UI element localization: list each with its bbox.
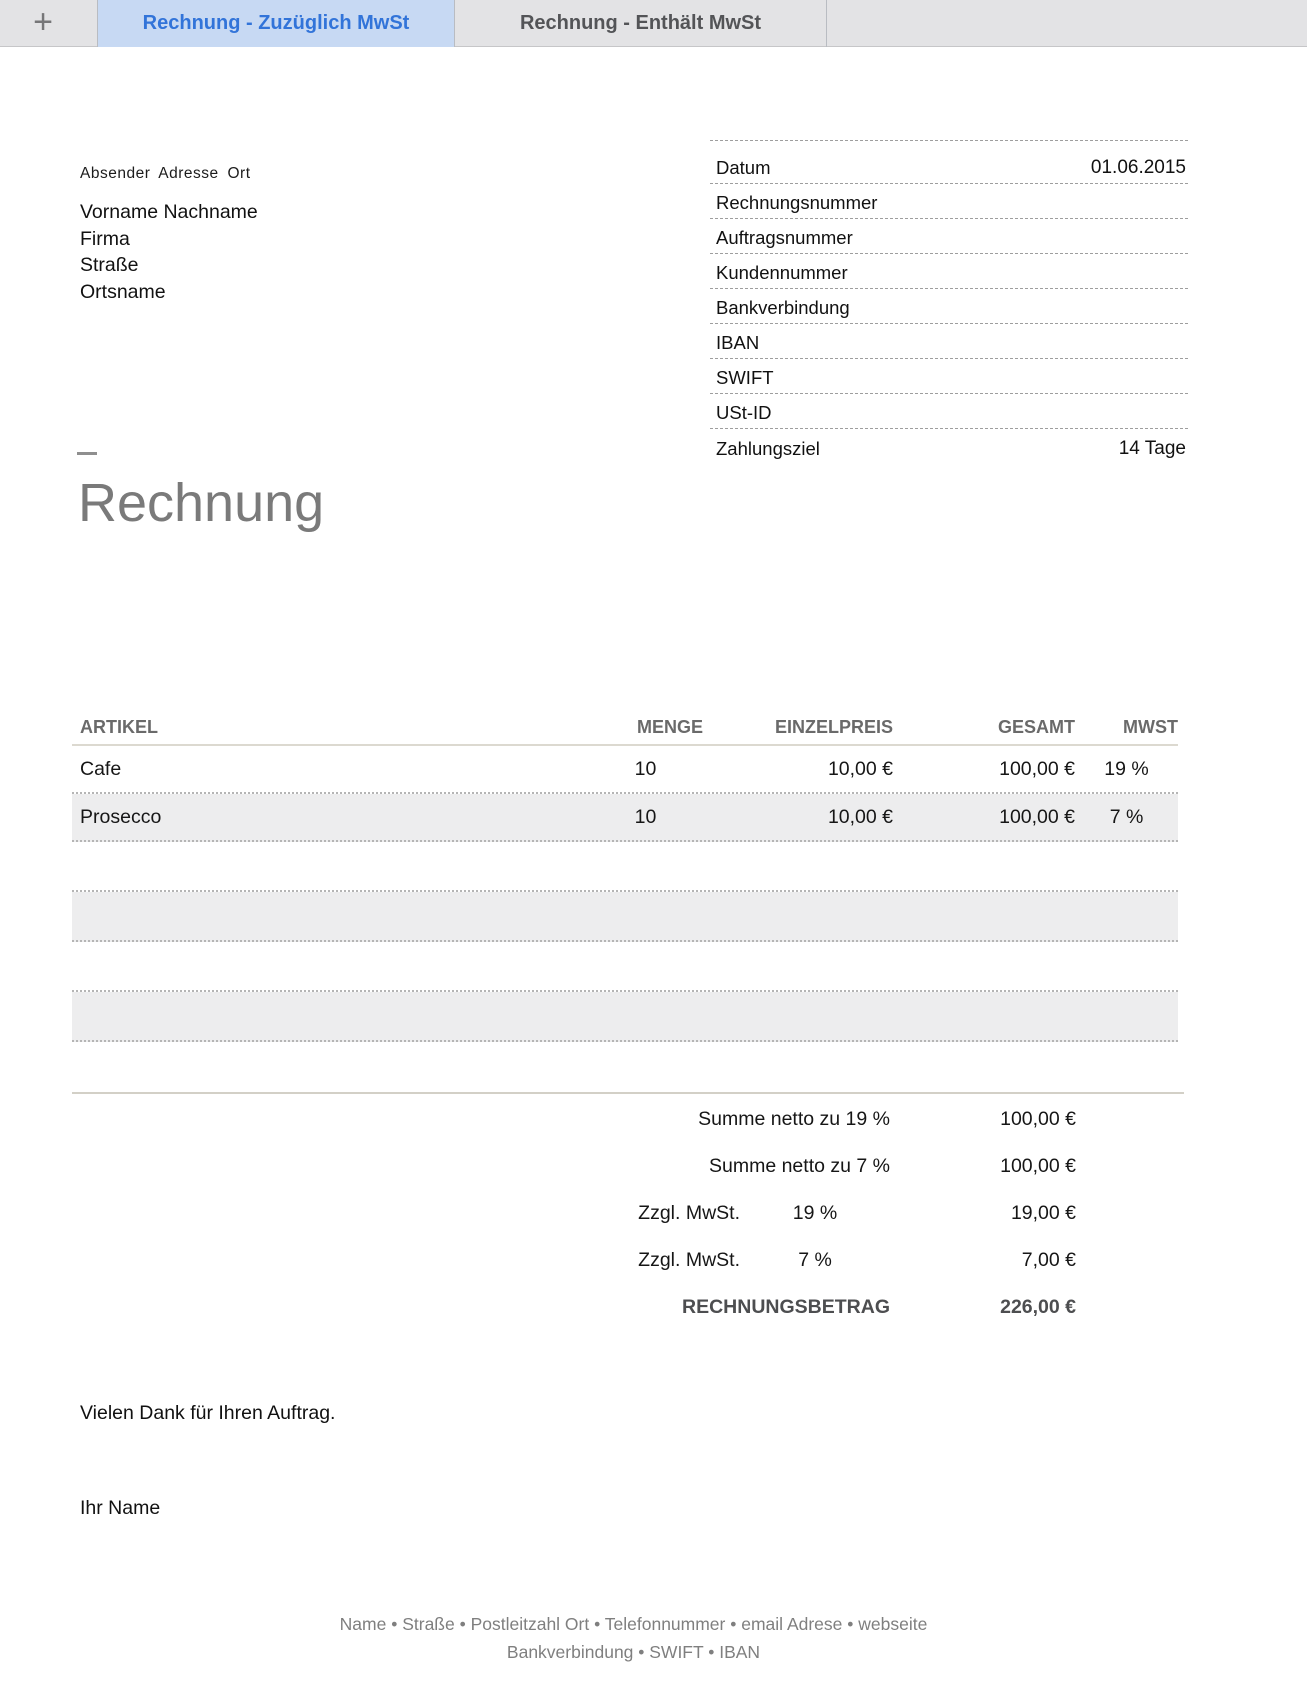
meta-row-bankverbindung[interactable]: [710, 289, 1188, 324]
meta-row-kundennummer[interactable]: [710, 254, 1188, 289]
table-row-empty[interactable]: [72, 892, 1178, 942]
summary-percent: 7 %: [798, 1249, 832, 1271]
plus-icon: +: [33, 3, 53, 41]
cell-artikel[interactable]: Prosecco: [80, 805, 162, 828]
table-row[interactable]: [72, 746, 1178, 794]
meta-label: USt-ID: [716, 402, 772, 423]
column-header-mwst: MWST: [1123, 716, 1178, 737]
meta-value: 01.06.2015: [1090, 157, 1186, 178]
meta-row-zahlungsziel[interactable]: [710, 429, 1188, 464]
items-header-row: [72, 710, 1178, 746]
page-footer: [0, 1610, 1267, 1666]
summary-label: Summe netto zu 19 %: [698, 1108, 890, 1130]
column-header-gesamt: GESAMT: [997, 716, 1075, 737]
summary-label: RECHNUNGSBETRAG: [681, 1296, 890, 1318]
signature-text: Ihr Name: [80, 1497, 161, 1519]
table-row[interactable]: [72, 794, 1178, 842]
meta-label: Zahlungsziel: [716, 438, 820, 459]
footer-bank-line: Bankverbindung • SWIFT • IBAN: [506, 1642, 761, 1662]
summary-label: Summe netto zu 7 %: [708, 1155, 890, 1177]
meta-label: Auftragsnummer: [716, 227, 853, 248]
summary-label: Zzgl. MwSt.: [638, 1249, 740, 1271]
meta-row-auftragsnummer[interactable]: [710, 219, 1188, 254]
page-title: Rechnung: [78, 473, 325, 533]
summary-label: Zzgl. MwSt.: [638, 1202, 740, 1224]
cell-gesamt[interactable]: 100,00 €: [999, 757, 1075, 780]
summary-row-netto-7[interactable]: [72, 1143, 1076, 1190]
summary-table: [72, 1096, 1076, 1331]
meta-label: Rechnungsnummer: [716, 192, 878, 213]
cell-menge[interactable]: 10: [634, 805, 657, 828]
invoice-document: [0, 47, 1307, 1704]
column-header-artikel: ARTIKEL: [80, 716, 158, 737]
tab-rechnung-enthaelt-mwst[interactable]: [455, 0, 827, 47]
invoice-meta-table: [710, 140, 1188, 464]
cell-einzelpreis[interactable]: 10,00 €: [827, 757, 893, 780]
meta-label: Kundennummer: [716, 262, 848, 283]
column-header-einzelpreis: EINZELPREIS: [774, 716, 893, 737]
meta-label: IBAN: [716, 332, 760, 353]
summary-value: 100,00 €: [1000, 1108, 1076, 1130]
cell-mwst[interactable]: 19 %: [1104, 757, 1149, 780]
tab-label: Rechnung - Zuzüglich MwSt: [142, 12, 410, 34]
sender-address-block[interactable]: [80, 199, 258, 305]
sender-company: Firma: [80, 227, 130, 250]
meta-row-rechnungsnummer[interactable]: [710, 184, 1188, 219]
summary-percent: 19 %: [792, 1202, 838, 1224]
summary-row-netto-19[interactable]: [72, 1096, 1076, 1143]
summary-row-mwst-19[interactable]: [72, 1190, 1076, 1237]
meta-label: Bankverbindung: [716, 297, 850, 318]
sender-city: Ortsname: [80, 280, 166, 303]
sender-street: Straße: [80, 254, 139, 276]
sender-name: Vorname Nachname: [80, 201, 258, 223]
meta-label: SWIFT: [716, 367, 774, 388]
cell-mwst[interactable]: 7 %: [1109, 805, 1144, 828]
tab-rechnung-zuzueglich-mwst[interactable]: [97, 0, 455, 47]
summary-divider: [72, 1092, 1184, 1094]
cell-einzelpreis[interactable]: 10,00 €: [827, 805, 893, 828]
summary-value: 19,00 €: [1010, 1202, 1076, 1224]
meta-row-iban[interactable]: [710, 324, 1188, 359]
cell-gesamt[interactable]: 100,00 €: [999, 805, 1075, 828]
items-table: [72, 710, 1178, 1042]
footer-contact-line: Name • Straße • Postleitzahl Ort • Telefonnummer • email Adrese • webseite: [339, 1614, 928, 1634]
cell-menge[interactable]: 10: [634, 757, 657, 780]
summary-value: 226,00 €: [1000, 1296, 1076, 1318]
table-row-empty[interactable]: [72, 842, 1178, 892]
table-row-empty[interactable]: [72, 992, 1178, 1042]
add-tab-button[interactable]: [18, 0, 68, 47]
meta-row-swift[interactable]: [710, 359, 1188, 394]
meta-label: Datum: [716, 157, 771, 178]
column-header-menge: MENGE: [636, 716, 703, 737]
tab-label: Rechnung - Enthält MwSt: [519, 12, 762, 34]
table-row-empty[interactable]: [72, 942, 1178, 992]
meta-row-ust-id[interactable]: [710, 394, 1188, 429]
sender-hint: Absender Adresse Ort: [80, 165, 251, 182]
meta-value: 14 Tage: [1118, 438, 1186, 459]
thank-you-text: Vielen Dank für Ihren Auftrag.: [80, 1402, 336, 1424]
summary-value: 7,00 €: [1021, 1249, 1076, 1271]
summary-row-mwst-7[interactable]: [72, 1237, 1076, 1284]
summary-value: 100,00 €: [1000, 1155, 1076, 1177]
tab-bar: [0, 0, 1307, 47]
summary-row-total[interactable]: [72, 1284, 1076, 1331]
fold-mark: [77, 452, 97, 455]
cell-artikel[interactable]: Cafe: [80, 757, 122, 780]
meta-row-datum[interactable]: [710, 140, 1188, 184]
